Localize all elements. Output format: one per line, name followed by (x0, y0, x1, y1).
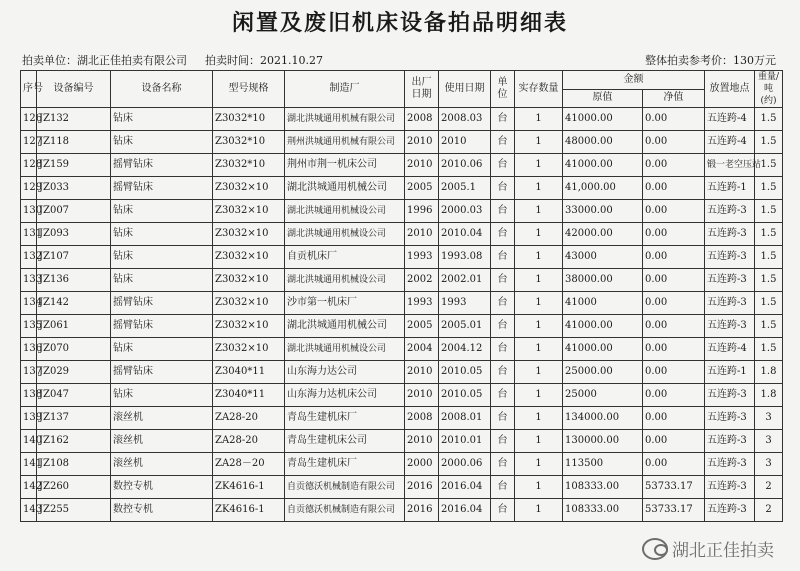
header-qty: 实存数量 (515, 71, 563, 108)
cell-weight: 3 (755, 430, 783, 453)
cell-weight: 3 (755, 407, 783, 430)
cell-unit: 台 (491, 361, 515, 384)
cell-location: 锻一老空压站 (705, 154, 755, 177)
cell-maker: 湖北洪城通用机械公司 (285, 315, 405, 338)
watermark-text: 湖北正佳拍卖 (672, 541, 774, 561)
cell-model: Z3032*10 (213, 108, 285, 131)
cell-location: 五连跨-3 (705, 200, 755, 223)
cell-use-date: 2016.04 (439, 476, 491, 499)
cell-year: 2010 (405, 154, 439, 177)
cell-orig: 25000 (563, 384, 643, 407)
cell-location: 五连跨-3 (705, 453, 755, 476)
header-use-date: 使用日期 (439, 71, 491, 108)
cell-year: 2004 (405, 338, 439, 361)
cell-unit: 台 (491, 108, 515, 131)
cell-model: ZA28－20 (213, 453, 285, 476)
cell-model: ZA28-20 (213, 430, 285, 453)
cell-model: Z3032*10 (213, 154, 285, 177)
cell-use-date: 2005.01 (439, 315, 491, 338)
cell-weight: 1.5 (755, 246, 783, 269)
cell-orig: 41000 (563, 292, 643, 315)
cell-name: 摇臂钻床 (111, 292, 213, 315)
cell-year: 1993 (405, 292, 439, 315)
header-year: 出厂日期 (405, 71, 439, 108)
cell-net: 53733.17 (643, 499, 705, 522)
table-row (21, 108, 783, 131)
cell-code: JZ260 (37, 476, 111, 499)
table-row (21, 453, 783, 476)
cell-unit: 台 (491, 338, 515, 361)
cell-unit: 台 (491, 246, 515, 269)
table-row (21, 154, 783, 177)
header-net: 净值 (643, 89, 705, 108)
cell-use-date: 1993 (439, 292, 491, 315)
cell-location: 五连跨-3 (705, 407, 755, 430)
cell-unit: 台 (491, 269, 515, 292)
cell-net: 0.00 (643, 108, 705, 131)
cell-code: JZ132 (37, 108, 111, 131)
cell-unit: 台 (491, 223, 515, 246)
cell-model: Z3032×10 (213, 177, 285, 200)
cell-use-date: 2010 (439, 131, 491, 154)
cell-qty: 1 (515, 292, 563, 315)
cell-qty: 1 (515, 108, 563, 131)
cell-year: 2010 (405, 361, 439, 384)
cell-weight: 3 (755, 453, 783, 476)
cell-maker: 湖北洪城通用机械设公司 (285, 200, 405, 223)
table-row (21, 223, 783, 246)
cell-year: 2008 (405, 108, 439, 131)
cell-year: 2010 (405, 430, 439, 453)
cell-model: Z3032×10 (213, 338, 285, 361)
cell-code: JZ108 (37, 453, 111, 476)
table-row (21, 177, 783, 200)
cell-model: Z3032×10 (213, 315, 285, 338)
cell-maker: 青岛生建机床厂 (285, 407, 405, 430)
cell-qty: 1 (515, 246, 563, 269)
cell-weight: 1.5 (755, 315, 783, 338)
cell-location: 五连跨-3 (705, 430, 755, 453)
cell-qty: 1 (515, 131, 563, 154)
cell-qty: 1 (515, 476, 563, 499)
cell-location: 五连跨-3 (705, 223, 755, 246)
table-row (21, 200, 783, 223)
cell-qty: 1 (515, 223, 563, 246)
cell-orig: 38000.00 (563, 269, 643, 292)
cell-weight: 1.5 (755, 338, 783, 361)
cell-weight: 1.5 (755, 177, 783, 200)
cell-name: 钻床 (111, 223, 213, 246)
header-model: 型号规格 (213, 71, 285, 108)
cell-location: 五连跨-4 (705, 108, 755, 131)
cell-code: JZ159 (37, 154, 111, 177)
cell-code: JZ061 (37, 315, 111, 338)
cell-unit: 台 (491, 154, 515, 177)
cell-orig: 43000 (563, 246, 643, 269)
cell-unit: 台 (491, 476, 515, 499)
cell-year: 2010 (405, 384, 439, 407)
cell-orig: 134000.00 (563, 407, 643, 430)
cell-seq: 127 (21, 131, 37, 154)
cell-net: 0.00 (643, 269, 705, 292)
cell-net: 0.00 (643, 177, 705, 200)
cell-weight: 1.8 (755, 384, 783, 407)
cell-net: 0.00 (643, 361, 705, 384)
cell-seq: 140 (21, 430, 37, 453)
cell-weight: 1.5 (755, 108, 783, 131)
cell-name: 钻床 (111, 200, 213, 223)
header-orig: 原值 (563, 89, 643, 108)
cell-year: 2008 (405, 407, 439, 430)
cell-unit: 台 (491, 292, 515, 315)
cell-name: 滚丝机 (111, 407, 213, 430)
cell-year: 1993 (405, 246, 439, 269)
table-row (21, 315, 783, 338)
cell-net: 0.00 (643, 131, 705, 154)
cell-location: 五连跨-4 (705, 338, 755, 361)
cell-orig: 42000.00 (563, 223, 643, 246)
header-location: 放置地点 (705, 71, 755, 108)
cell-location: 五连跨-3 (705, 384, 755, 407)
cell-name: 钻床 (111, 131, 213, 154)
cell-code: JZ142 (37, 292, 111, 315)
cell-model: Z3032×10 (213, 269, 285, 292)
cell-unit: 台 (491, 499, 515, 522)
cell-name: 数控专机 (111, 476, 213, 499)
auction-time: 拍卖时间：2021.10.27 (205, 54, 323, 67)
cell-use-date: 2010.01 (439, 430, 491, 453)
cell-name: 数控专机 (111, 499, 213, 522)
header-name: 设备名称 (111, 71, 213, 108)
cell-use-date: 2010.06 (439, 154, 491, 177)
cell-code: JZ093 (37, 223, 111, 246)
cell-weight: 2 (755, 499, 783, 522)
cell-seq: 139 (21, 407, 37, 430)
cell-name: 摇臂钻床 (111, 154, 213, 177)
cell-qty: 1 (515, 177, 563, 200)
cell-maker: 自贡德沃机械制造有限公司 (285, 499, 405, 522)
cell-code: JZ070 (37, 338, 111, 361)
table-row (21, 430, 783, 453)
cell-qty: 1 (515, 361, 563, 384)
cell-qty: 1 (515, 315, 563, 338)
cell-maker: 湖北洪城通用机械设公司 (285, 269, 405, 292)
cell-seq: 138 (21, 384, 37, 407)
cell-weight: 1.5 (755, 269, 783, 292)
header-seq: 序号 (21, 71, 37, 108)
watermark (642, 536, 774, 561)
auction-unit: 拍卖单位：湖北正佳拍卖有限公司 (22, 54, 187, 67)
cell-seq: 143 (21, 499, 37, 522)
cell-weight: 1.5 (755, 200, 783, 223)
table-row (21, 292, 783, 315)
cell-unit: 台 (491, 131, 515, 154)
cell-seq: 136 (21, 338, 37, 361)
cell-name: 钻床 (111, 246, 213, 269)
cell-use-date: 2008.03 (439, 108, 491, 131)
cell-use-date: 2010.05 (439, 384, 491, 407)
cell-use-date: 2008.01 (439, 407, 491, 430)
cell-seq: 129 (21, 177, 37, 200)
cell-seq: 135 (21, 315, 37, 338)
cell-seq: 134 (21, 292, 37, 315)
cell-orig: 108333.00 (563, 499, 643, 522)
cell-name: 滚丝机 (111, 430, 213, 453)
cell-orig: 113500 (563, 453, 643, 476)
cell-unit: 台 (491, 315, 515, 338)
cell-name: 钻床 (111, 108, 213, 131)
cell-use-date: 2010.04 (439, 223, 491, 246)
cell-use-date: 2010.05 (439, 361, 491, 384)
cell-name: 摇臂钻床 (111, 361, 213, 384)
cell-seq: 137 (21, 361, 37, 384)
header-code: 设备编号 (37, 71, 111, 108)
cell-location: 五连跨-3 (705, 269, 755, 292)
cell-code: JZ033 (37, 177, 111, 200)
cell-weight: 1.5 (755, 154, 783, 177)
cell-seq: 141 (21, 453, 37, 476)
cell-net: 0.00 (643, 407, 705, 430)
header-unit: 单位 (491, 71, 515, 108)
cell-orig: 41000.00 (563, 154, 643, 177)
cell-code: JZ162 (37, 430, 111, 453)
cell-qty: 1 (515, 384, 563, 407)
cell-qty: 1 (515, 453, 563, 476)
header-weight: 重量/吨(约) (755, 71, 783, 108)
cell-maker: 沙市第一机床厂 (285, 292, 405, 315)
cell-maker: 自贡机床厂 (285, 246, 405, 269)
cell-year: 2005 (405, 315, 439, 338)
cell-use-date: 2005.1 (439, 177, 491, 200)
cell-year: 2016 (405, 499, 439, 522)
cell-orig: 41000.00 (563, 108, 643, 131)
cell-location: 五连跨-3 (705, 476, 755, 499)
cell-location: 五连跨-3 (705, 246, 755, 269)
cell-location: 五连跨-4 (705, 131, 755, 154)
cell-maker: 荆州洪城通用机械有限公司 (285, 131, 405, 154)
page-title: 闲置及废旧机床设备拍品明细表 (231, 10, 568, 36)
cell-seq: 132 (21, 246, 37, 269)
cell-location: 五连跨-3 (705, 499, 755, 522)
cell-code: JZ255 (37, 499, 111, 522)
cell-weight: 2 (755, 476, 783, 499)
cell-code: JZ137 (37, 407, 111, 430)
cell-year: 2000 (405, 453, 439, 476)
cell-unit: 台 (491, 177, 515, 200)
cell-maker: 湖北洪城通用机械设公司 (285, 223, 405, 246)
cell-year: 2016 (405, 476, 439, 499)
table-row (21, 499, 783, 522)
equipment-table (20, 70, 783, 522)
cell-qty: 1 (515, 154, 563, 177)
cell-maker: 湖北洪城通用机械有限公司 (285, 108, 405, 131)
cell-model: ZK4616-1 (213, 499, 285, 522)
cell-year: 1996 (405, 200, 439, 223)
cell-use-date: 2004.12 (439, 338, 491, 361)
cell-weight: 1.8 (755, 361, 783, 384)
cell-model: Z3040*11 (213, 361, 285, 384)
table-row (21, 246, 783, 269)
cell-code: JZ136 (37, 269, 111, 292)
cell-location: 五连跨-3 (705, 315, 755, 338)
cell-maker: 湖北洪城通用机械设公司 (285, 338, 405, 361)
cell-model: Z3032×10 (213, 223, 285, 246)
cell-qty: 1 (515, 269, 563, 292)
cell-code: JZ047 (37, 384, 111, 407)
cell-year: 2005 (405, 177, 439, 200)
cell-net: 0.00 (643, 430, 705, 453)
table-row (21, 269, 783, 292)
cell-unit: 台 (491, 407, 515, 430)
cell-model: Z3040*11 (213, 384, 285, 407)
cell-maker: 自贡德沃机械制造有限公司 (285, 476, 405, 499)
cell-model: Z3032×10 (213, 200, 285, 223)
cell-seq: 130 (21, 200, 37, 223)
cell-seq: 126 (21, 108, 37, 131)
wechat-icon (642, 538, 668, 560)
cell-name: 钻床 (111, 269, 213, 292)
cell-year: 2010 (405, 223, 439, 246)
cell-unit: 台 (491, 430, 515, 453)
cell-net: 0.00 (643, 246, 705, 269)
cell-seq: 133 (21, 269, 37, 292)
cell-net: 0.00 (643, 292, 705, 315)
cell-unit: 台 (491, 453, 515, 476)
cell-use-date: 2000.03 (439, 200, 491, 223)
cell-orig: 41000.00 (563, 315, 643, 338)
cell-net: 0.00 (643, 154, 705, 177)
cell-code: JZ029 (37, 361, 111, 384)
header-amount: 金额 (563, 71, 705, 90)
table-row (21, 131, 783, 154)
cell-seq: 128 (21, 154, 37, 177)
cell-orig: 108333.00 (563, 476, 643, 499)
cell-maker: 荆州市荆一机床公司 (285, 154, 405, 177)
cell-maker: 青岛生建机床厂 (285, 453, 405, 476)
reference-price: 整体拍卖参考价：130万元 (645, 54, 776, 67)
cell-name: 钻床 (111, 338, 213, 361)
cell-weight: 1.5 (755, 223, 783, 246)
cell-orig: 130000.00 (563, 430, 643, 453)
table-row (21, 384, 783, 407)
cell-orig: 25000.00 (563, 361, 643, 384)
cell-year: 2002 (405, 269, 439, 292)
cell-orig: 48000.00 (563, 131, 643, 154)
cell-net: 0.00 (643, 453, 705, 476)
cell-seq: 131 (21, 223, 37, 246)
cell-use-date: 2002.01 (439, 269, 491, 292)
cell-use-date: 1993.08 (439, 246, 491, 269)
cell-net: 53733.17 (643, 476, 705, 499)
cell-model: Z3032×10 (213, 292, 285, 315)
cell-unit: 台 (491, 200, 515, 223)
cell-code: JZ118 (37, 131, 111, 154)
cell-weight: 1.5 (755, 131, 783, 154)
cell-weight: 1.5 (755, 292, 783, 315)
cell-name: 滚丝机 (111, 453, 213, 476)
cell-maker: 山东海力达机床公司 (285, 384, 405, 407)
cell-location: 五连跨-1 (705, 177, 755, 200)
cell-qty: 1 (515, 407, 563, 430)
table-row (21, 476, 783, 499)
cell-qty: 1 (515, 338, 563, 361)
cell-model: Z3032*10 (213, 131, 285, 154)
cell-maker: 湖北洪城通用机械公司 (285, 177, 405, 200)
cell-use-date: 2016.04 (439, 499, 491, 522)
cell-location: 五连跨-1 (705, 361, 755, 384)
cell-model: ZK4616-1 (213, 476, 285, 499)
cell-orig: 41,000.00 (563, 177, 643, 200)
cell-maker: 青岛生建机床公司 (285, 430, 405, 453)
cell-maker: 山东海力达公司 (285, 361, 405, 384)
cell-qty: 1 (515, 200, 563, 223)
cell-qty: 1 (515, 430, 563, 453)
cell-model: ZA28-20 (213, 407, 285, 430)
cell-name: 摇臂钻床 (111, 177, 213, 200)
cell-net: 0.00 (643, 200, 705, 223)
header-maker: 制造厂 (285, 71, 405, 108)
cell-name: 摇臂钻床 (111, 315, 213, 338)
table-row (21, 361, 783, 384)
cell-net: 0.00 (643, 315, 705, 338)
cell-code: JZ007 (37, 200, 111, 223)
cell-use-date: 2000.06 (439, 453, 491, 476)
cell-year: 2010 (405, 131, 439, 154)
cell-code: JZ107 (37, 246, 111, 269)
cell-seq: 142 (21, 476, 37, 499)
cell-model: Z3032×10 (213, 246, 285, 269)
cell-location: 五连跨-3 (705, 292, 755, 315)
cell-net: 0.00 (643, 384, 705, 407)
table-row (21, 407, 783, 430)
cell-net: 0.00 (643, 338, 705, 361)
cell-unit: 台 (491, 384, 515, 407)
cell-qty: 1 (515, 499, 563, 522)
cell-orig: 41000.00 (563, 338, 643, 361)
cell-orig: 33000.00 (563, 200, 643, 223)
cell-net: 0.00 (643, 223, 705, 246)
cell-name: 钻床 (111, 384, 213, 407)
table-row (21, 338, 783, 361)
